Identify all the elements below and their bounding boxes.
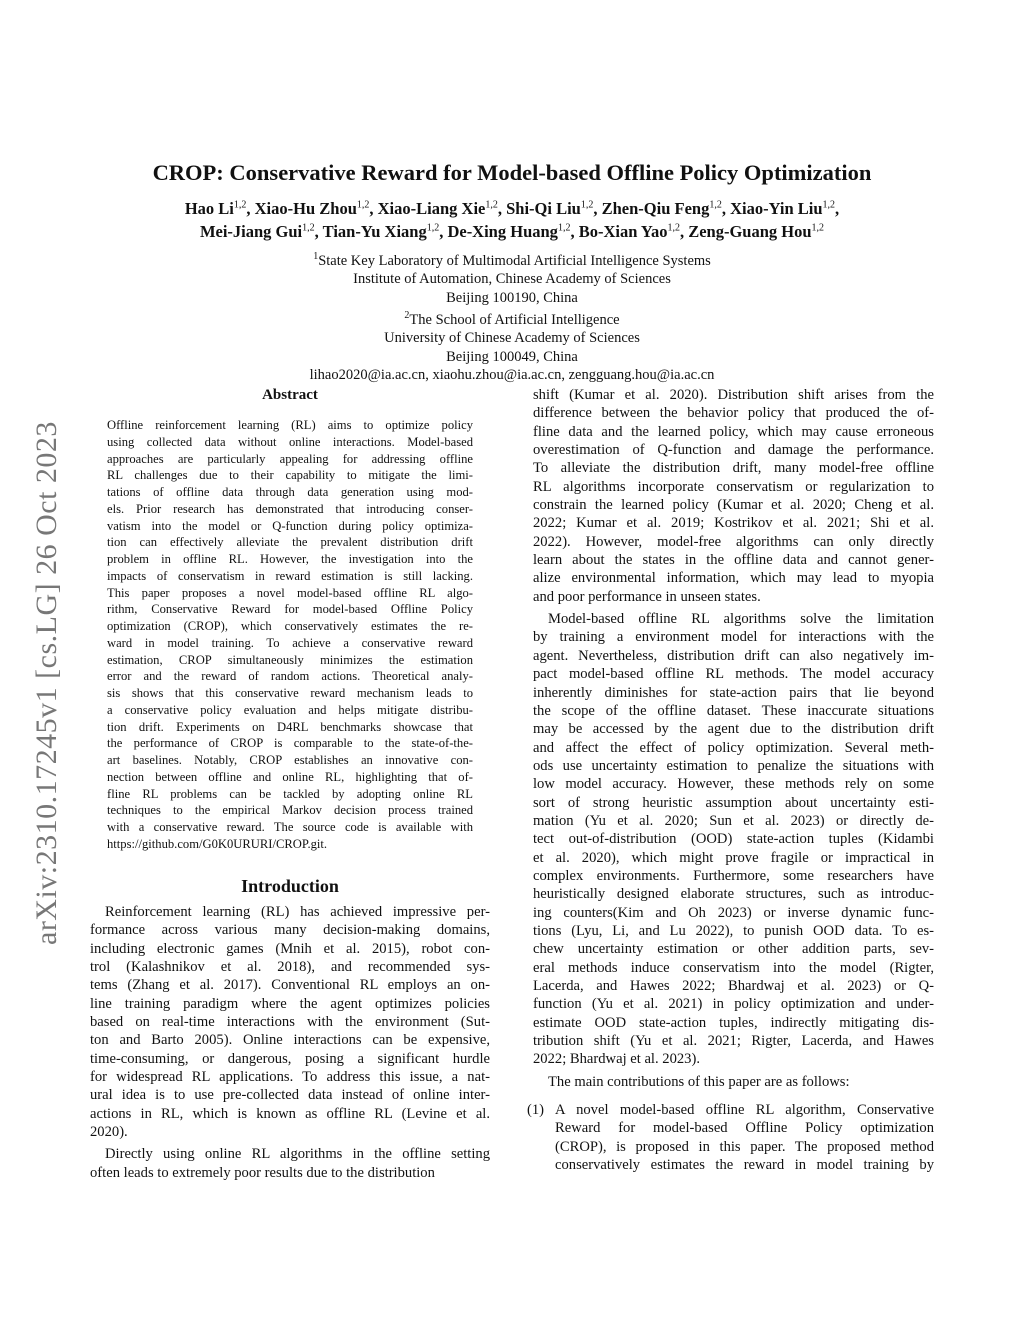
- affiliation-1-city: Beijing 100190, China: [446, 289, 578, 306]
- text-line: vatism into the model or Q-function during policy optimiza-: [107, 518, 473, 533]
- text-line: the scope of the offline dataset. These inaccurate situations: [533, 702, 934, 719]
- author-affiliation-marker: 1,2: [485, 199, 498, 211]
- author-name: Bo-Xian Yao: [578, 222, 668, 241]
- list-number: (1): [527, 1102, 545, 1119]
- text-line: a conservative policy evaluation and helps mitigate distribu-: [107, 702, 473, 717]
- contribution-item: [527, 1101, 934, 1174]
- affiliation-text: The School of Artificial Intelligence: [409, 311, 620, 328]
- affiliation-2: [0, 307, 1024, 329]
- author-affiliation-marker: 1,2: [667, 222, 680, 234]
- text-line: ural idea is to use pre-collected data instead of online inter-: [90, 1087, 490, 1104]
- text-line: Reinforcement learning (RL) has achieved impressive per-: [105, 904, 490, 920]
- author-name: Shi-Qi Liu: [506, 199, 581, 218]
- text-line: et al. 2020), which might prove fragile or impractical in: [533, 849, 934, 866]
- author-name: Xiao-Liang Xie: [377, 199, 486, 218]
- text-line: tions (Lyu, Li, and Lu 2022), to punish OOD data. To es-: [533, 922, 934, 939]
- affiliation-2-city: Beijing 100049, China: [446, 348, 578, 365]
- author-affiliation-marker: 1,2: [811, 222, 825, 234]
- text-line: Model-based offline RL algorithms solve the limitation: [548, 611, 934, 628]
- text-line: including electronic games (Mnih et al. 2015), robot con-: [90, 940, 490, 957]
- author-name: Tian-Yu Xiang: [322, 222, 427, 241]
- text-line: tribution shift (Yu et al. 2021; Rigter, Lacerda, and Hawes: [533, 1033, 934, 1050]
- author-affiliation-marker: 1,2: [356, 199, 370, 211]
- text-line: constrain the learned policy (Kumar et al. 2020; Cheng et al.: [533, 497, 934, 514]
- text-line: RL challenges due to their capability to mitigate the limi-: [107, 468, 473, 483]
- text-line: Offline reinforcement learning (RL) aims to optimize policy: [107, 418, 473, 432]
- text-line: 2022; Bhardwaj et al. 2023).: [533, 1051, 700, 1068]
- text-line: difference between the behavior policy that produced the of-: [533, 405, 934, 422]
- affiliation-text: State Key Laboratory of Multimodal Artificial Intelligence Systems: [318, 252, 711, 269]
- text-line: impacts of conservatism in reward estimation is still lacking.: [107, 568, 473, 583]
- introduction-heading: Introduction: [241, 876, 339, 896]
- text-line: To alleviate the distribution drift, many model-free offline: [533, 460, 934, 477]
- text-line: The main contributions of this paper are as follows:: [548, 1073, 850, 1090]
- text-line: trol (Kalashnikov et al. 2018), and recommended sys-: [90, 959, 490, 976]
- text-line: els. Prior research has demonstrated that introducing conser-: [107, 501, 473, 516]
- paragraph: [533, 1073, 934, 1091]
- text-line: tion drift. Experiments on D4RL benchmarks showcase that: [107, 719, 473, 734]
- text-line: ward in model training. To achieve a conservative reward: [107, 635, 473, 650]
- text-line: using collected data without online interactions. Model-based: [107, 434, 473, 449]
- text-line: fline RL problems can be tackled by adopting online RL: [107, 786, 473, 801]
- text-line: chew uncertainty estimation or other addition parts, sev-: [533, 941, 934, 958]
- author-name: Zhen-Qiu Feng: [601, 199, 710, 218]
- list-gap: [533, 1091, 934, 1101]
- affiliation-marker: 1: [313, 251, 319, 262]
- author-line-1: Hao Li$^{1,2}$, Xiao-Hu Zhou$^{1,2}$, Xiao-Liang Xie$^{1,2}$, Shi-Qi Liu$^{1,2}$, Zhen-Qiu Feng$^{1,2}$, Xiao-Yin Liu$^{1,2}$,: [184, 199, 840, 218]
- author-affiliation-marker: 1,2: [709, 199, 722, 211]
- author-name: Hao Li: [184, 199, 234, 218]
- abstract-body: [107, 417, 473, 853]
- text-line: and poor performance in unseen states.: [533, 588, 761, 605]
- paper-title: CROP: Conservative Reward for Model-based Offline Policy Optimization: [152, 160, 872, 185]
- text-line: ods use uncertainty estimation to penalize the situations with: [533, 757, 934, 774]
- paragraph: [533, 386, 934, 606]
- author-affiliation-marker: 1,2: [233, 199, 247, 211]
- author-affiliation-marker: 1,2: [426, 222, 440, 234]
- text-line: tect out-of-distribution (OOD) state-action tuples (Kidambi: [533, 831, 934, 848]
- text-line: Reward for model-based Offline Policy optimization: [555, 1120, 934, 1137]
- text-line: error and the reward of random actions. Theoretical analy-: [107, 669, 473, 684]
- text-line: tations of offline data through data generation using mod-: [107, 485, 473, 499]
- text-line: formance across various many decision-making domains,: [90, 922, 490, 939]
- paragraph: [90, 1145, 490, 1182]
- author-name: Zeng-Guang Hou: [688, 222, 812, 241]
- text-line: fline data and the learned policy, which may cause erroneous: [533, 423, 934, 440]
- text-line: rithm, Conservative Reward for model-based Offline Policy: [107, 602, 473, 617]
- abstract-heading: Abstract: [262, 387, 318, 403]
- text-line: based on real-time interactions with the environment (Sut-: [90, 1014, 490, 1031]
- text-line: line training paradigm where the agent optimizes policies: [90, 995, 490, 1012]
- text-line: estimate OOD state-action tuples, indirectly mitigating dis-: [533, 1014, 934, 1031]
- text-line: tion can effectively alleviate the prevalent distribution drift: [107, 535, 473, 550]
- text-line: by training a environment model for interactions with the: [533, 629, 934, 646]
- text-line: (CROP), is proposed in this paper. The proposed method: [555, 1138, 934, 1155]
- text-line: actions in RL, which is known as offline RL (Levine et al.: [90, 1105, 490, 1122]
- text-line: sort of strong heuristic assumption about uncertainty esti-: [533, 794, 934, 811]
- text-line: learn about the states in the offline data and cannot gener-: [533, 552, 934, 569]
- text-line: function (Yu et al. 2021) in policy optimization and under-: [533, 996, 934, 1013]
- text-line: inherently diminishes for state-action pairs that lie beyond: [533, 684, 934, 701]
- right-column-body: [527, 386, 934, 1174]
- text-line: tems (Zhang et al. 2017). Conventional RL employs an on-: [90, 977, 490, 994]
- text-line: RL algorithms incorporate conservatism or regularization to: [533, 478, 934, 495]
- text-line: estimation, CROP simultaneously minimizes the estimation: [107, 652, 473, 667]
- text-line: time-consuming, or dangerous, posing a significant hurdle: [90, 1050, 490, 1067]
- text-line: may be accessed by the agent due to the distribution drift: [533, 721, 934, 738]
- text-line: 2020).: [90, 1124, 128, 1141]
- text-line: mation (Yu et al. 2020; Sun et al. 2023) or directly de-: [533, 812, 934, 829]
- affiliation-marker: 2: [404, 310, 410, 322]
- paragraph: [107, 417, 473, 853]
- text-line: Directly using online RL algorithms in the offline setting: [105, 1146, 490, 1163]
- text-line: optimization (CROP), which conservatively estimates the re-: [107, 619, 473, 633]
- author-name: De-Xing Huang: [447, 222, 558, 241]
- text-line: for widespread RL applications. To address this issue, a nat-: [90, 1069, 490, 1086]
- affiliation-1: [0, 248, 1024, 270]
- arxiv-identifier: arXiv:2310.17245v1 [cs.LG] 26 Oct 2023: [30, 421, 63, 945]
- text-line: eral methods induce conservatism into the model (Rigter,: [533, 959, 934, 976]
- text-line: ton and Barto 2005). Online interactions can be expensive,: [90, 1032, 490, 1049]
- introduction-body: [90, 903, 490, 1182]
- author-affiliation-marker: 1,2: [557, 222, 571, 234]
- text-line: shift (Kumar et al. 2020). Distribution shift arises from the: [533, 387, 934, 403]
- text-line: approaches are particularly appealing for addressing offline: [107, 451, 473, 466]
- text-line: ing counters(Kim and Oh 2023) or inverse dynamic func-: [533, 904, 934, 921]
- text-line: complex environments. Furthermore, some researchers have: [533, 867, 934, 884]
- text-line: A novel model-based offline RL algorithm, Conservative: [555, 1102, 934, 1119]
- text-line: art baselines. Notably, CROP establishes an innovative con-: [107, 753, 473, 767]
- text-line: with a conservative reward. The source code is available with: [107, 820, 473, 834]
- text-line: agent. Nevertheless, distribution drift can also negatively im-: [533, 647, 934, 664]
- author-name: Mei-Jiang Gui: [199, 222, 303, 241]
- author-affiliation-marker: 1,2: [302, 222, 315, 234]
- text-line: conservatively estimates the reward in model training by: [555, 1157, 934, 1174]
- text-line: Lacerda, and Hawes 2022; Bhardwaj et al. 2023) or Q-: [533, 978, 934, 994]
- text-line: the performance of CROP is comparable to the state-of-the-: [107, 736, 473, 751]
- affiliation-1-institute: Institute of Automation, Chinese Academy of Sciences: [353, 271, 671, 288]
- paragraph: [533, 610, 934, 1069]
- text-line: alize environmental information, which may lead to myopia: [533, 570, 934, 587]
- text-line: 2022; Kumar et al. 2019; Kostrikov et al. 2021; Shi et al.: [533, 515, 934, 532]
- text-line: techniques to the empirical Markov decision process trained: [107, 803, 473, 818]
- affiliation-2-institute: University of Chinese Academy of Sciences: [384, 330, 640, 347]
- text-line: nection between offline and online RL, highlighting that of-: [107, 769, 473, 784]
- text-line: sis shows that this conservative reward mechanism leads to: [107, 686, 473, 700]
- author-line-2: Mei-Jiang Gui$^{1,2}$, Tian-Yu Xiang$^{1,2}$, De-Xing Huang$^{1,2}$, Bo-Xian Yao$^{1,2}$, Zeng-Guang Hou$^{1,2}$: [199, 222, 825, 241]
- author-affiliation-marker: 1,2: [580, 199, 594, 211]
- author-affiliation-marker: 1,2: [822, 199, 836, 211]
- text-line: pact model-based offline RL methods. The model accuracy: [533, 666, 934, 683]
- text-line: This paper proposes a novel model-based offline RL algo-: [107, 585, 473, 600]
- text-line: low model accuracy. However, these methods rely on some: [533, 776, 934, 793]
- text-line: problem in offline RL. However, the investigation into the: [107, 552, 473, 566]
- text-line: overestimation of Q-function and damage the performance.: [533, 442, 934, 459]
- affiliations: [0, 248, 1024, 385]
- text-line: heuristically designed elaborate structures, such as introduc-: [533, 886, 934, 903]
- text-line: https://github.com/G0K0URURI/CROP.git.: [107, 836, 328, 851]
- author-name: Xiao-Hu Zhou: [254, 199, 357, 218]
- text-line: 2022). However, model-free algorithms can only directly: [533, 533, 934, 550]
- author-emails: lihao2020@ia.ac.cn, xiaohu.zhou@ia.ac.cn, zengguang.hou@ia.ac.cn: [309, 367, 715, 384]
- text-line: often leads to extremely poor results due to the distribution: [90, 1164, 435, 1181]
- paragraph: [90, 903, 490, 1141]
- text-line: and affect the effect of policy optimization. Several meth-: [533, 739, 934, 756]
- author-name: Xiao-Yin Liu: [730, 199, 823, 218]
